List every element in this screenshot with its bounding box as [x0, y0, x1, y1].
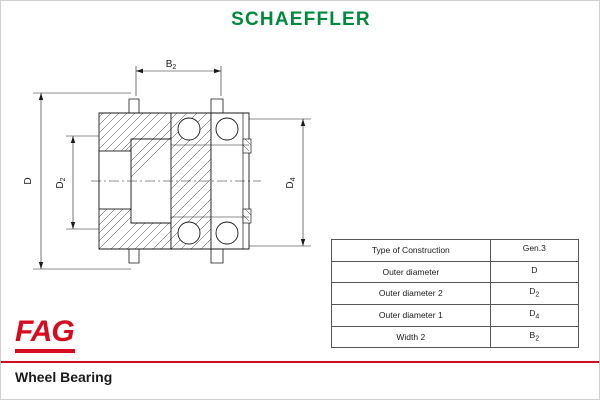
- product-title: Wheel Bearing: [15, 369, 113, 385]
- dimension-label-d4: $D_4$: [285, 177, 297, 189]
- spec-value: [490, 283, 578, 305]
- spec-value-sub: 2: [535, 335, 540, 343]
- table-row: [332, 283, 579, 305]
- table-row: [332, 305, 579, 327]
- drawing-svg: [11, 41, 331, 321]
- table-row: [332, 240, 579, 262]
- specification-table: [331, 239, 579, 348]
- dimension-d4: [249, 119, 311, 246]
- spec-value-sub: 2: [535, 292, 540, 300]
- spec-value: [490, 261, 578, 283]
- schaeffler-logo: SCHAEFFLER: [231, 9, 371, 30]
- dimension-label-b2: $B_2$: [165, 59, 177, 71]
- table-row: [332, 326, 579, 348]
- spec-value: [490, 326, 578, 348]
- footer-divider: [1, 361, 599, 363]
- dimension-label-d2: $D_2$: [55, 177, 67, 189]
- spec-value-sub: 4: [535, 313, 540, 321]
- spec-value-text: D: [529, 286, 536, 297]
- spec-value-text: D: [531, 264, 538, 275]
- spec-value: [490, 305, 578, 327]
- spec-label: Outer diameter: [332, 261, 491, 283]
- spec-value: [490, 240, 578, 262]
- spec-value-text: B: [529, 329, 536, 340]
- dimension-label-d: D: [23, 177, 34, 185]
- fag-logo: FAG: [15, 315, 74, 348]
- spec-value-text: Gen.3: [522, 243, 546, 253]
- spec-label: Outer diameter 2: [332, 283, 491, 305]
- spec-value-text: D: [529, 308, 536, 319]
- bearing-technical-drawing: [11, 41, 331, 321]
- spec-label: Type of Construction: [332, 240, 491, 262]
- inner-bore: [99, 151, 131, 209]
- spec-label: Outer diameter 1: [332, 305, 491, 327]
- table-row: [332, 261, 579, 283]
- dimension-b2: [136, 66, 221, 96]
- spec-label: Width 2: [332, 326, 491, 348]
- fag-logo-underline: [15, 349, 75, 353]
